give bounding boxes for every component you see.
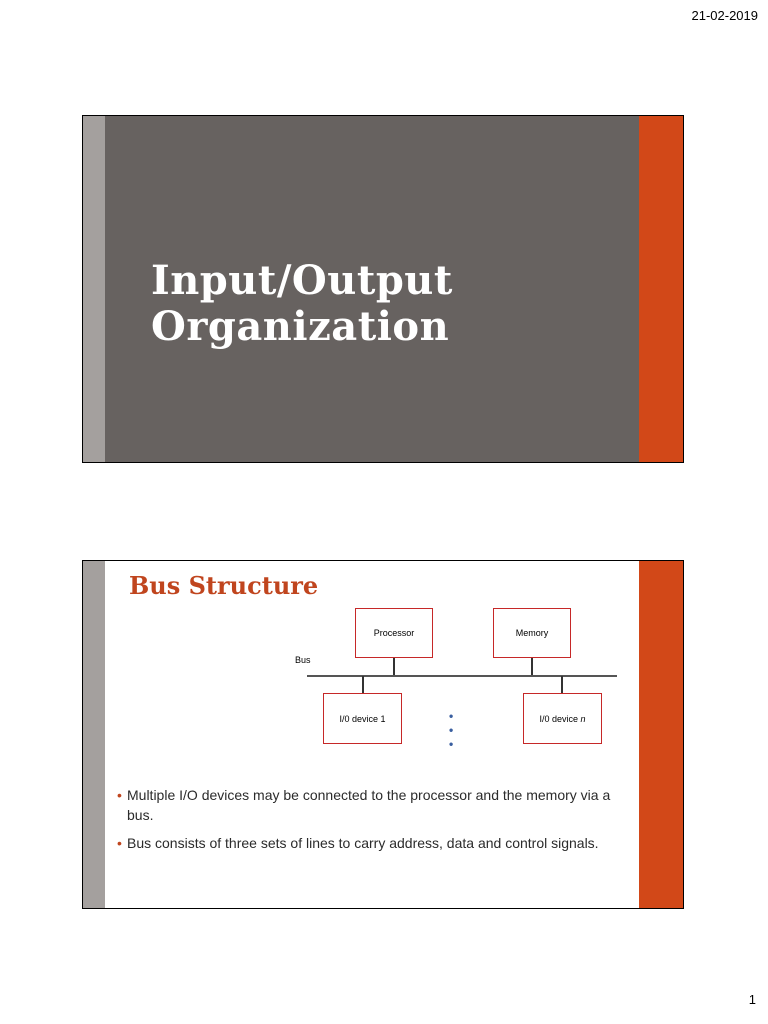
title-line-1: Input/Output [151,257,453,304]
io-device-1-connector [362,676,364,693]
memory-connector [531,658,533,675]
processor-box [355,608,433,658]
io-device-n-label [539,714,585,724]
io-device-n-box [523,693,602,744]
processor-label: Processor [373,628,415,638]
slide-right-accent-bar [639,116,683,462]
title-line-2: Organization [151,303,450,350]
io-device-n-suffix: n [580,713,586,724]
bullet-item: • Multiple I/O devices may be connected to the processor and the memory via a bus. [117,785,617,825]
ellipsis-dots: • • • [449,709,461,751]
bus-label: Bus [295,655,311,665]
page-number: 1 [748,992,756,1007]
slide-heading: Bus Structure [129,571,319,600]
header-date: 21-02-2019 [691,8,758,23]
slide-left-bar [83,561,105,908]
slide-title [82,115,684,463]
slide-right-accent-bar [639,561,683,908]
io-device-n-prefix: I/0 device [539,713,578,724]
processor-connector [393,658,395,675]
io-device-1-label: I/0 device 1 [339,713,386,724]
slide-bus-structure [82,560,684,909]
slide-left-bar [83,116,105,462]
bullet-item: • Bus consists of three sets of lines to carry address, data and control signals. [117,833,617,853]
io-device-1-box [323,693,402,744]
io-device-n-connector [561,676,563,693]
memory-box [493,608,571,658]
bus-line [307,675,617,677]
memory-label: Memory [515,628,549,638]
bullet-list [117,785,617,861]
slide-title-heading [151,258,453,350]
